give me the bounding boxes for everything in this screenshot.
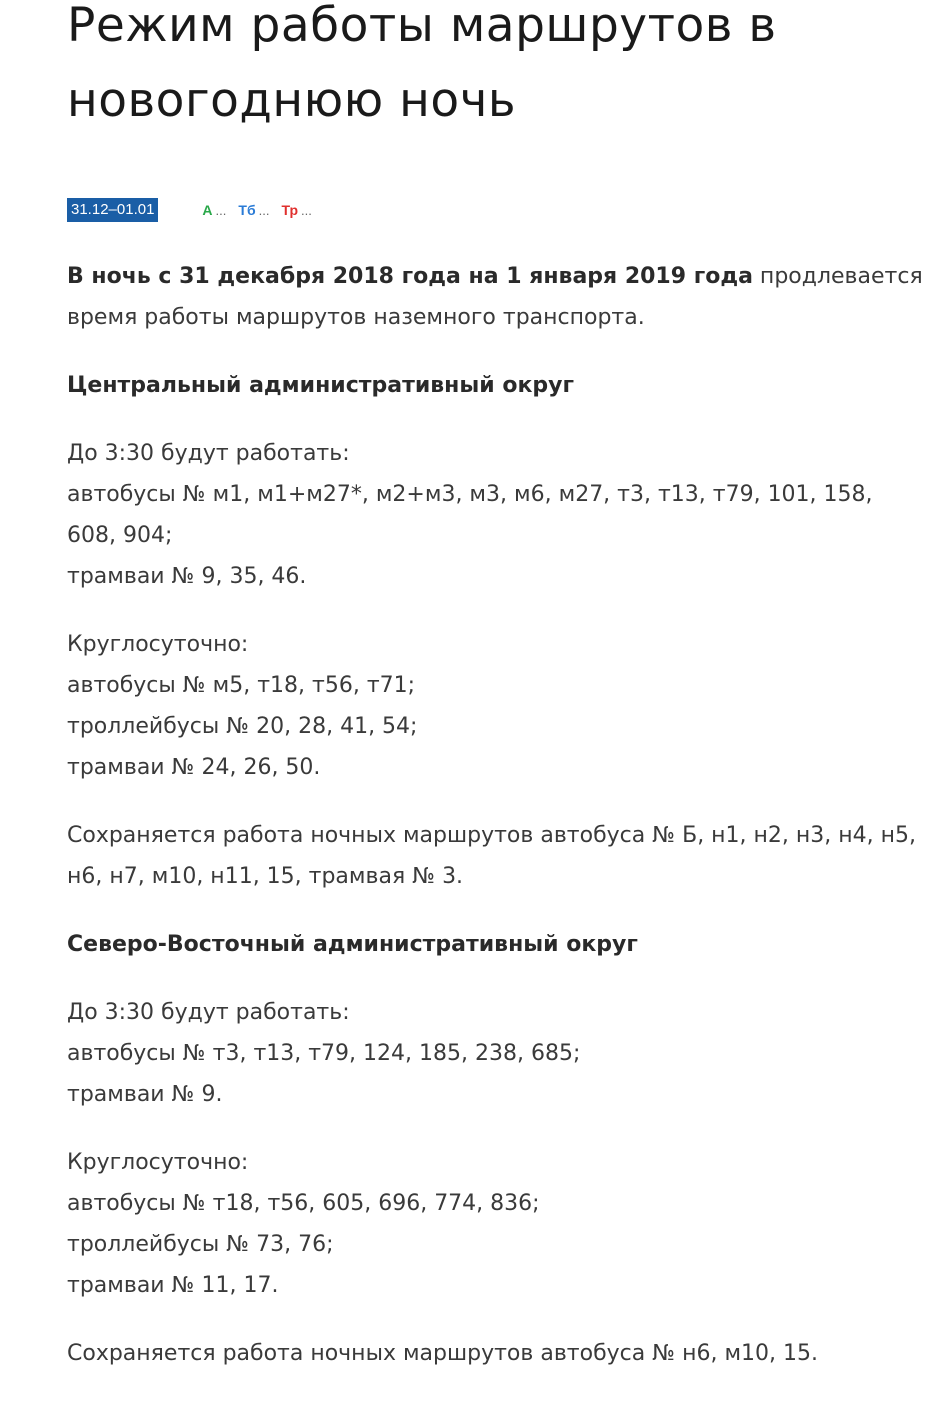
tag-tram[interactable] — [281, 202, 311, 218]
tag-dots: ... — [301, 203, 312, 218]
around-clock-label: Круглосуточно: — [67, 632, 249, 657]
tram-routes-line: трамваи № 9, 35, 46. — [67, 564, 307, 589]
until-block — [67, 992, 929, 1115]
tag-trolleybus[interactable] — [238, 202, 269, 218]
district-heading: Центральный административный округ — [67, 373, 574, 398]
until-block — [67, 433, 929, 597]
until-label: До 3:30 будут работать: — [67, 1000, 350, 1025]
bus-routes-line: автобусы № т18, т56, 605, 696, 774, 836; — [67, 1191, 540, 1216]
bus-routes-line: автобусы № м5, т18, т56, т71; — [67, 673, 416, 698]
trolleybus-routes-line: троллейбусы № 73, 76; — [67, 1232, 334, 1257]
bus-routes-line: автобусы № т3, т13, т79, 124, 185, 238, 685; — [67, 1041, 581, 1066]
night-routes-block — [67, 815, 929, 897]
trolleybus-icon: Тб — [238, 202, 256, 218]
intro-text: продлевается время работы маршрутов наземного транспорта. — [67, 264, 923, 330]
intro-bold: В ночь с 31 декабря 2018 года на 1 января 2019 года — [67, 264, 753, 289]
title-line-1: Режим работы маршрутов в — [67, 0, 777, 53]
around-clock-block — [67, 624, 929, 788]
night-routes-line-1: Сохраняется работа ночных маршрутов автобуса № Б, н1, н2, н3, н4, н5, — [67, 823, 917, 848]
bus-routes-line: автобусы № м1, м1+м27*, м2+м3, м3, м6, м27, т3, т13, т79, 101, 158, 608, 904; — [67, 482, 873, 548]
night-routes-block — [67, 1333, 929, 1374]
tram-icon: Тр — [281, 202, 299, 218]
night-routes-line-2: н6, н7, м10, н11, 15, трамвая № 3. — [67, 864, 464, 889]
around-clock-label: Круглосуточно: — [67, 1150, 249, 1175]
tram-routes-line: трамваи № 24, 26, 50. — [67, 755, 321, 780]
tram-routes-line: трамваи № 9. — [67, 1082, 223, 1107]
article-meta — [67, 197, 312, 223]
trolleybus-routes-line: троллейбусы № 20, 28, 41, 54; — [67, 714, 418, 739]
title-line-2: новогоднюю ночь — [67, 73, 517, 128]
district-heading: Северо-Восточный административный округ — [67, 932, 638, 957]
article-body — [67, 256, 929, 1401]
bus-icon: А — [202, 202, 213, 218]
tram-routes-line: трамваи № 11, 17. — [67, 1273, 279, 1298]
tag-dots: ... — [258, 203, 270, 218]
date-badge: 31.12–01.01 — [67, 198, 158, 222]
night-routes-line-1: Сохраняется работа ночных маршрутов автобуса № н6, м10, 15. — [67, 1341, 819, 1366]
intro-paragraph — [67, 256, 929, 338]
transport-tags — [202, 202, 311, 218]
tag-dots: ... — [215, 203, 227, 218]
until-label: До 3:30 будут работать: — [67, 441, 350, 466]
page-title — [67, 0, 777, 138]
around-clock-block — [67, 1142, 929, 1306]
tag-bus[interactable] — [202, 202, 226, 218]
